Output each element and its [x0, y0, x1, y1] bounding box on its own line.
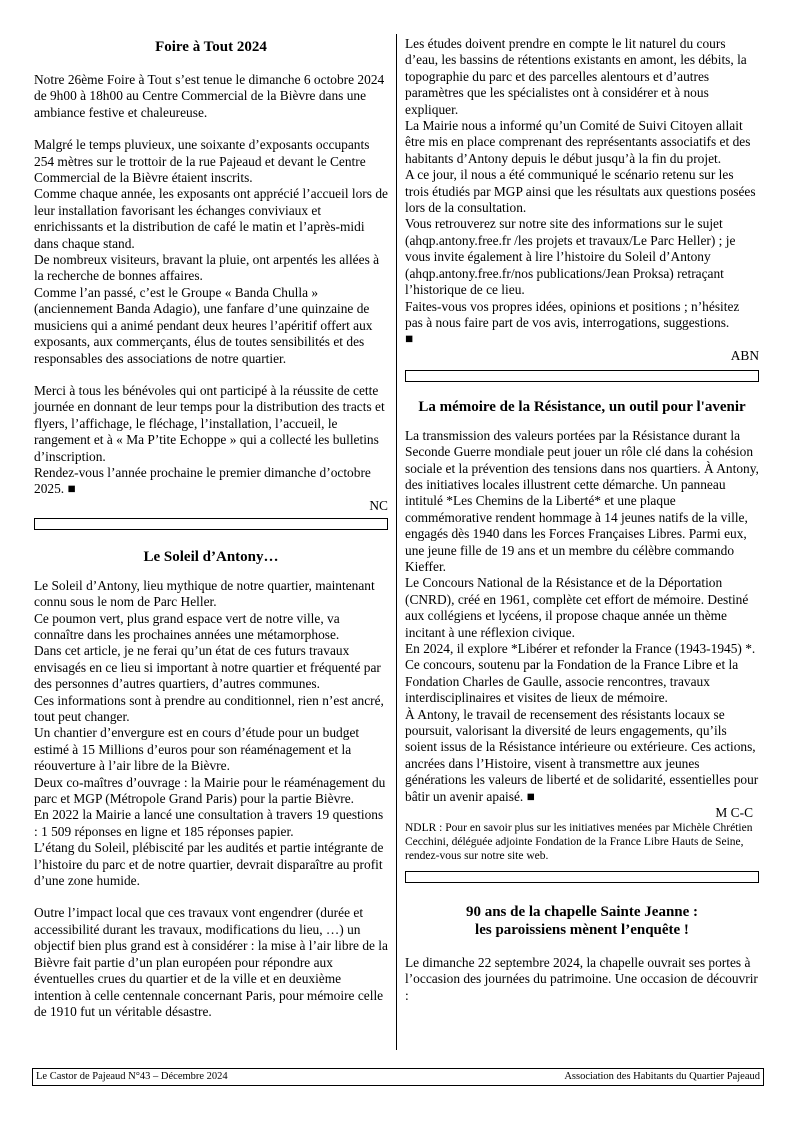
page-footer	[32, 1068, 764, 1086]
paragraph: Comme chaque année, les exposants ont apprécié l’accueil lors de leur installation favorisant les échanges conviviaux et enrichissants et la distribution de café le matin et l’après-midi dans chaque stand.	[34, 186, 388, 251]
paragraph: Les études doivent prendre en compte le lit naturel du cours d’eau, les bassins de rétentions existants en amont, les débits, la topographie du parc et des parcelles alentours et d’autres paramètres que les spécialistes ont à considérer et à nous expliquer.	[405, 36, 747, 117]
section-separator-box	[34, 518, 388, 530]
end-mark: ■	[405, 331, 414, 347]
paragraph: La transmission des valeurs portées par la Résistance durant la Seconde Guerre mondiale peut jouer un rôle clé dans la cohésion sociale et la prévention des tensions dans nos quartiers. À Antony, des initiatives locales illustrent cette démarche. Un panneau intitulé *Les Chemins de la Liberté* et une plaque commémorative rendent hommage à 14 jeunes natifs de la ville, engagés dès 1940 dans les Forces Françaises Libres. Parmi eux, une jeune fille de 19 ans et un membre du célèbre commando Kieffer.	[405, 427, 759, 574]
paragraph: Deux co-maîtres d’ouvrage : la Mairie pour le réaménagement du parc et MGP (Métropole Grand Paris) pour la partie Bièvre.	[34, 774, 386, 807]
article-title: Le Soleil d’Antony…	[143, 548, 279, 565]
paragraph: A ce jour, il nous a été communiqué le scénario retenu sur les trois étudiés par MGP ainsi que les résultats aux questions posées lors de la consultation.	[405, 167, 756, 216]
paragraph: Vous retrouverez sur notre site des informations sur le sujet (ahqp.antony.free.fr /les projets et travaux/Le Parc Heller) ; je vous invite également à lire l’histoire du Soleil d’Antony (ahqp.antony.free.fr/nos publications/Jean Proksa) retraçant l’historique de ce lieu.	[405, 216, 736, 298]
paragraph: En 2024, il explore *Libérer et refonder la France (1943-1945) *. Ce concours, soutenu par la Fondation de la France Libre et la Fondation Charles de Gaulle, associe rencontres, travaux interdisciplinaires et visites de lieux de mémoire.	[405, 641, 756, 706]
paragraph: Un chantier d’envergure est en cours d’étude pour un budget estimé à 15 Millions d’euros pour son réaménagement et la réouverture à l’air libre de la Bièvre.	[34, 725, 360, 774]
column-divider	[396, 34, 397, 1050]
right-column	[405, 34, 759, 1004]
article-soleil-continuation	[405, 36, 759, 364]
article-title: Foire à Tout 2024	[155, 39, 267, 55]
paragraph: Le dimanche 22 septembre 2024, la chapelle ouvrait ses portes à l’occasion des journées du patrimoine. Une occasion de découvrir :	[405, 955, 758, 1003]
paragraph: En 2022 la Mairie a lancé une consultation à travers 19 questions : 1 509 réponses en ligne et 185 réponses papier.	[34, 807, 384, 839]
paragraph: La Mairie nous a informé qu’un Comité de Suivi Citoyen allait être mis en place comprenant des représentants associatifs et des habitants d’Antony depuis le début jusqu’à la fin du projet.	[405, 118, 751, 166]
paragraph: Outre l’impact local que ces travaux vont engendrer (durée et accessibilité durant les travaux, modifications du lieu, …) un objectif bien plus grand est à considérer : la mise à l’air libre de la Bièvre fait partie d’un plan européen pour répondre aux éventuelles crues du quartier et de la ville et en deuxième intention à celle centennale concernant Paris, pour mémoire celle de 1910 fut un véritable désastre.	[34, 905, 388, 1019]
paragraph: Le Soleil d’Antony, lieu mythique de notre quartier, maintenant connu sous le nom de Parc Heller.	[34, 577, 375, 610]
article-title-line: les paroissiens mènent l’enquête !	[475, 922, 689, 939]
paragraph: Merci à tous les bénévoles qui ont participé à la réussite de cette journée en donnant de leur temps pour la distribution des tracts et flyers, l’affichage, le fléchage, l’installation, l’accueil, le rangement et à « Ma P’tite Echoppe » qui a collecté les bulletins d’inscription.	[34, 382, 385, 464]
author-signature: M C-C	[715, 805, 753, 821]
paragraph: Faites-vous vos propres idées, opinions et positions ; n’hésitez pas à nous faire part de vos avis, interrogations, suggestions.	[405, 298, 740, 330]
paragraph: Ces informations sont à prendre au conditionnel, rien n’est ancré, tout peut changer.	[34, 692, 384, 724]
author-signature: ABN	[730, 347, 759, 363]
author-signature: NC	[369, 497, 388, 513]
paragraph: De nombreux visiteurs, bravant la pluie, ont arpentés les allées à la recherche de bonnes affaires.	[34, 252, 380, 284]
article-chapelle	[405, 903, 759, 1004]
article-resistance	[405, 398, 759, 863]
paragraph: À Antony, le travail de recensement des résistants locaux se poursuit, valorisant la diversité de leurs engagements, qu’ils soient issus de la Résistance intérieure ou extérieure. Ces actions, ancrées dans l’Histoire, visent à transmettre aux jeunes générations les valeurs de liberté et de solidarité, essentielles pour bâtir un avenir apaisé. ■	[405, 706, 759, 804]
section-separator-box	[405, 871, 759, 883]
paragraph: Dans cet article, je ne ferai qu’un état de ces futurs travaux envisagés en ce lieu si important à notre quartier et fréquenté par des personnes d’autres quartiers, d’autres communes.	[34, 643, 381, 692]
article-foire-a-tout	[34, 38, 388, 514]
paragraph: Le Concours National de la Résistance et de la Déportation (CNRD), créé en 1961, complète cet effort de mémoire. Destiné aux collégiens et lycéens, il propose chaque année un thème incitant à une réflexion civique.	[405, 575, 749, 640]
editor-note: NDLR : Pour en savoir plus sur les initiatives menées par Michèle Chrétien Cecchini, déléguée adjointe Fondation de la France Libre Hauts de Seine, rendez-vous sur notre site web.	[405, 822, 753, 863]
article-title-line: 90 ans de la chapelle Sainte Jeanne :	[465, 904, 699, 921]
footer-publication: Le Castor de Pajeaud N°43 – Décembre 2024	[36, 1071, 228, 1082]
paragraph: Ce poumon vert, plus grand espace vert de notre ville, va connaître dans les prochaines années une métamorphose.	[34, 610, 340, 642]
paragraph: Malgré le temps pluvieux, une soixante d’exposants occupants 254 mètres sur le trottoir de la rue Pajeaud et devant le Centre Commercial de la Bièvre étaient inscrits.	[34, 137, 370, 186]
article-soleil-antony	[34, 548, 388, 1021]
paragraph: Notre 26ème Foire à Tout s’est tenue le dimanche 6 octobre 2024 de 9h00 à 18h00 au Centre Commercial de la Bièvre dans une ambiance festive et chaleureuse.	[34, 72, 385, 120]
section-separator-box	[405, 370, 759, 382]
paragraph: L’étang du Soleil, plébiscité par les audités et partie intégrante de l’histoire du parc et de notre quartier, devrait disparaître au profit d’une zone humide.	[34, 840, 384, 889]
paragraph: Comme l’an passé, c’est le Groupe « Banda Chulla » (anciennement Banda Adagio), une fanfare d’une quinzaine de musiciens qui a animé pendant deux heures l’apéritif offert aux exposants, aux commerçants, élus de toutes sensibilités et des responsables des associations de notre quartier.	[34, 284, 373, 366]
left-column	[34, 34, 388, 1020]
footer-association: Association des Habitants du Quartier Pajeaud	[564, 1071, 760, 1082]
article-title: La mémoire de la Résistance, un outil pour l'avenir	[418, 398, 746, 415]
paragraph: Rendez-vous l’année prochaine le premier dimanche d’octobre 2025. ■	[34, 464, 371, 497]
